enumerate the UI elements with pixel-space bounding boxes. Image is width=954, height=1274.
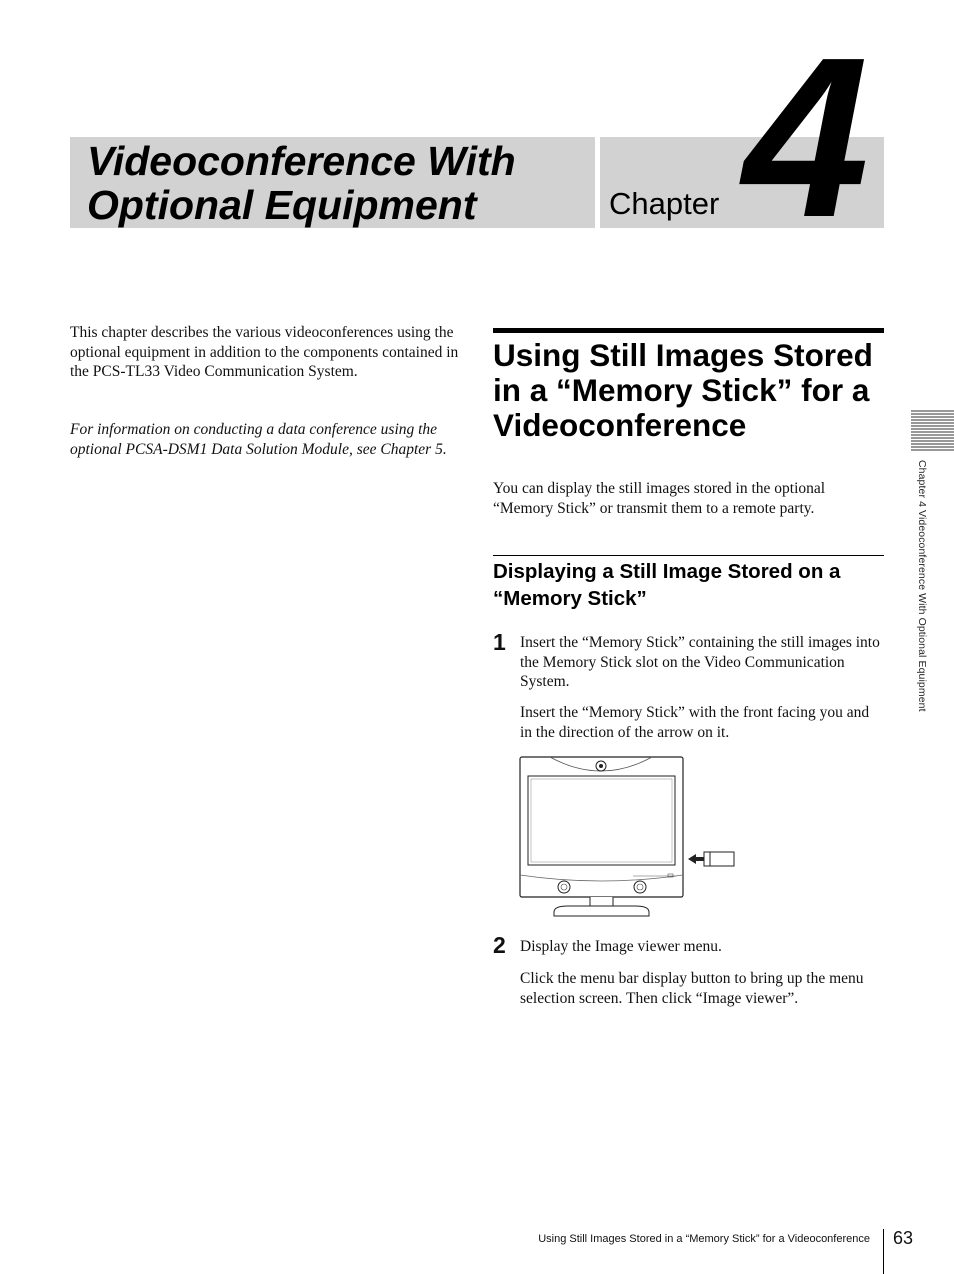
side-tab-label (916, 460, 930, 750)
subsection-heading: Displaying a Still Image Stored on a “Memory Stick” (493, 560, 841, 610)
monitor-illustration (518, 755, 740, 923)
side-tab-text: Chapter 4 Videoconference With Optional Equipment (916, 460, 928, 712)
chapter-number (736, 28, 876, 238)
subsection-rule (493, 555, 884, 556)
step-1-detail: Insert the “Memory Stick” with the front facing you and in the direction of the arrow on it. (520, 704, 870, 741)
chapter-tab-marker (911, 410, 954, 452)
intro-note: For information on conducting a data conference using the optional PCSA-DSM1 Data Solution Module, see Chapter 5. (70, 421, 447, 458)
section-heading: Using Still Images Stored in a “Memory Stick” for a Videoconference (493, 337, 873, 443)
intro-paragraph: This chapter describes the various videoconferences using the optional equipment in addition to the components contained in the PCS-TL33 Video Communication System. (70, 324, 459, 380)
step-1-number: 1 (493, 629, 506, 655)
section-rule (493, 328, 884, 333)
step-1-text: Insert the “Memory Stick” containing the still images into the Memory Stick slot on the Video Communication System. (520, 634, 880, 690)
chapter-title-line-2: Optional Equipment (87, 182, 477, 228)
chapter-title-line-1: Videoconference With (87, 138, 516, 184)
footer-running-title: Using Still Images Stored in a “Memory Stick” for a Videoconference (538, 1233, 870, 1245)
footer-rule (883, 1229, 884, 1274)
section-lead: You can display the still images stored in the optional “Memory Stick” or transmit them to a remote party. (493, 480, 826, 517)
chapter-number-glyph: 4 (739, 28, 869, 238)
page-number: 63 (893, 1228, 914, 1248)
step-2-number: 2 (493, 932, 506, 958)
chapter-label: Chapter (609, 186, 720, 221)
step-2-text: Display the Image viewer menu. (520, 938, 722, 955)
chapter-title (87, 139, 587, 227)
step-2-detail: Click the menu bar display button to bring up the menu selection screen. Then click “Image viewer”. (520, 970, 864, 1007)
